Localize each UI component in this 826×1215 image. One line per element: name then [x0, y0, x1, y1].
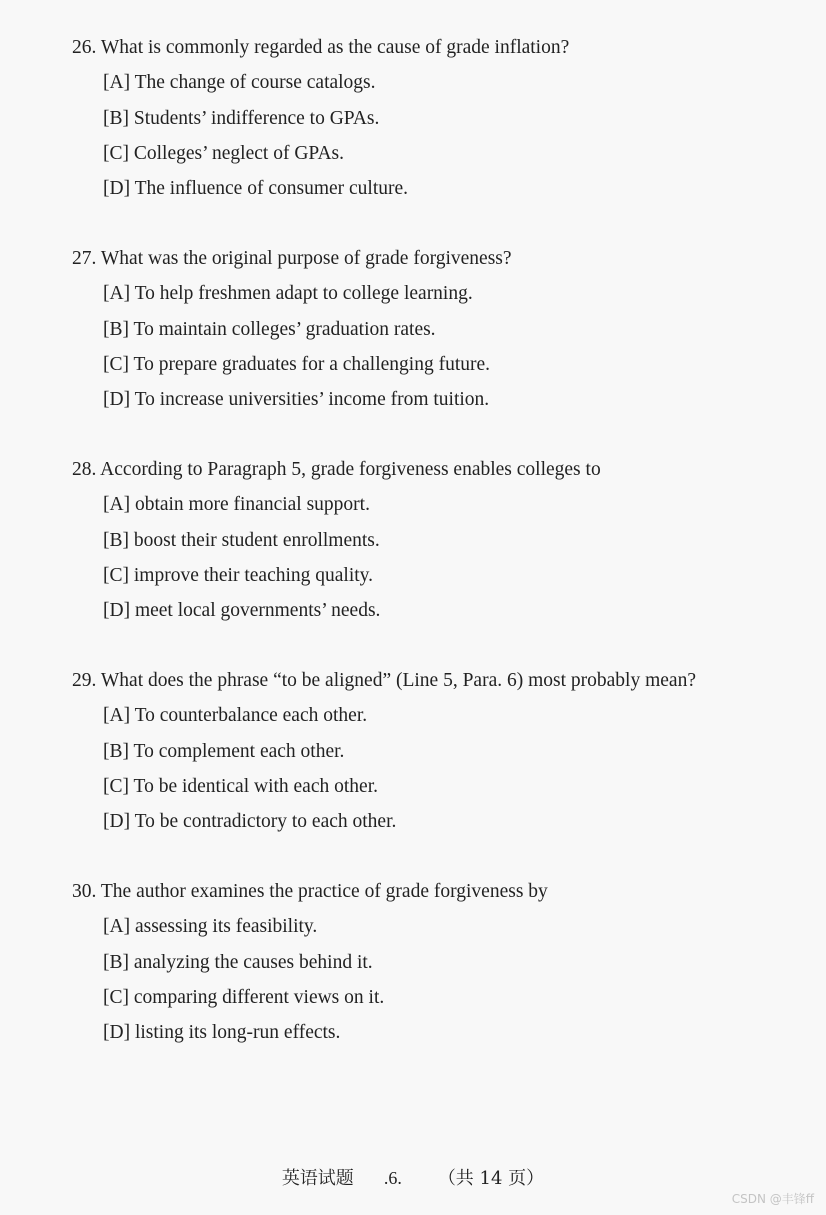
option-a: [A] obtain more financial support.: [103, 494, 370, 516]
footer-total-pages: （共 14 页）: [437, 1168, 545, 1189]
question-29: [72, 670, 812, 833]
question-stem: 29. What does the phrase “to be aligned” (Line 5, Para. 6) most probably mean?: [72, 670, 696, 691]
option-d: [D] meet local governments’ needs.: [103, 600, 381, 622]
footer-subject: 英语试题: [281, 1168, 354, 1189]
option-c: [C] To be identical with each other.: [103, 775, 378, 797]
option-b: [B] Students’ indifference to GPAs.: [103, 107, 380, 129]
option-list: [72, 705, 812, 833]
question-27: [72, 248, 812, 411]
footer-page-number: .6.: [383, 1168, 402, 1188]
question-26: [72, 37, 812, 200]
option-a: [A] To help freshmen adapt to college learning.: [103, 283, 473, 305]
option-list: [72, 72, 812, 200]
option-a: [A] To counterbalance each other.: [103, 705, 368, 727]
csdn-watermark: CSDN @丰锋ff: [731, 1192, 814, 1206]
option-list: [72, 916, 812, 1044]
question-stem: 28. According to Paragraph 5, grade forgiveness enables colleges to: [72, 459, 601, 480]
question-30: [72, 881, 812, 1044]
option-list: [72, 283, 812, 411]
option-list: [72, 494, 812, 622]
question-stem: 30. The author examines the practice of grade forgiveness by: [72, 881, 548, 902]
option-c: [C] improve their teaching quality.: [103, 564, 374, 586]
option-d: [D] The influence of consumer culture.: [103, 178, 409, 200]
page-footer: [0, 1166, 826, 1191]
question-stem: 26. What is commonly regarded as the cause of grade inflation?: [72, 37, 570, 58]
option-b: [B] analyzing the causes behind it.: [103, 951, 373, 973]
option-c: [C] Colleges’ neglect of GPAs.: [103, 142, 345, 164]
question-28: [72, 459, 812, 622]
option-b: [B] To maintain colleges’ graduation rates.: [103, 318, 436, 340]
option-c: [C] comparing different views on it.: [103, 986, 385, 1008]
option-b: [B] boost their student enrollments.: [103, 529, 380, 551]
option-c: [C] To prepare graduates for a challenging future.: [103, 353, 491, 375]
option-b: [B] To complement each other.: [103, 740, 345, 762]
question-stem: 27. What was the original purpose of grade forgiveness?: [72, 248, 512, 269]
option-d: [D] To increase universities’ income from tuition.: [103, 389, 490, 411]
option-d: [D] listing its long-run effects.: [103, 1022, 341, 1044]
option-a: [A] assessing its feasibility.: [103, 916, 318, 938]
option-d: [D] To be contradictory to each other.: [103, 811, 397, 833]
option-a: [A] The change of course catalogs.: [103, 72, 376, 94]
